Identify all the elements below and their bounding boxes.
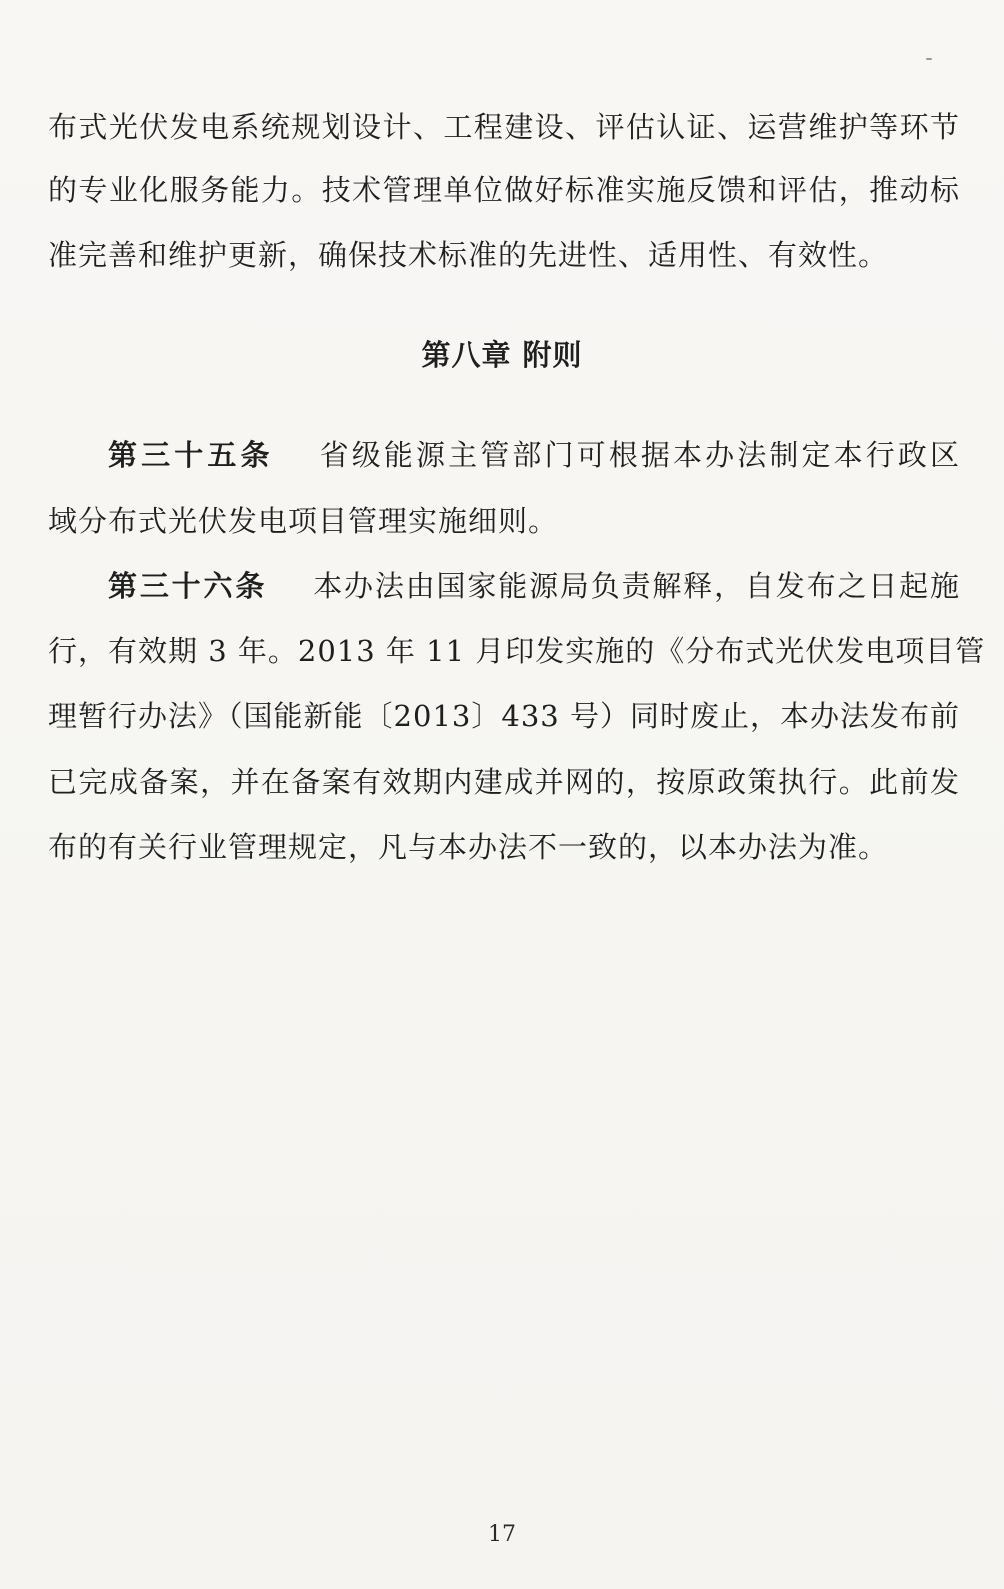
article-35-first-line [108,435,960,475]
body-line: 理暂行办法》（国能新能〔2013〕433 号）同时废止，本办法发布前 [48,699,960,733]
body-line: 布式光伏发电系统规划设计、工程建设、评估认证、运营维护等环节 [48,110,960,144]
body-line: 的专业化服务能力。技术管理单位做好标准实施反馈和评估，推动标 [48,173,960,207]
article-36-number: 第三十六条 [108,569,268,603]
body-line: 已完成备案，并在备案有效期内建成并网的，按原政策执行。此前发 [48,765,960,799]
scan-speck [926,58,932,60]
body-line: 行，有效期 3 年。2013 年 11 月印发实施的《分布式光伏发电项目管 [48,634,986,668]
body-line: 准完善和维护更新，确保技术标准的先进性、适用性、有效性。 [48,238,889,272]
article-36-text: 本办法由国家能源局负责解释，自发布之日起施 [313,569,960,603]
chapter-heading: 第八章 附则 [421,338,583,372]
body-line: 布的有关行业管理规定，凡与本办法不一致的，以本办法为准。 [48,830,889,864]
body-line: 域分布式光伏发电项目管理实施细则。 [48,504,559,538]
article-35-text: 省级能源主管部门可根据本办法制定本行政区 [319,438,960,472]
page-number: 17 [488,1522,516,1547]
article-36-first-line [108,566,960,606]
article-35-number: 第三十五条 [108,438,274,472]
